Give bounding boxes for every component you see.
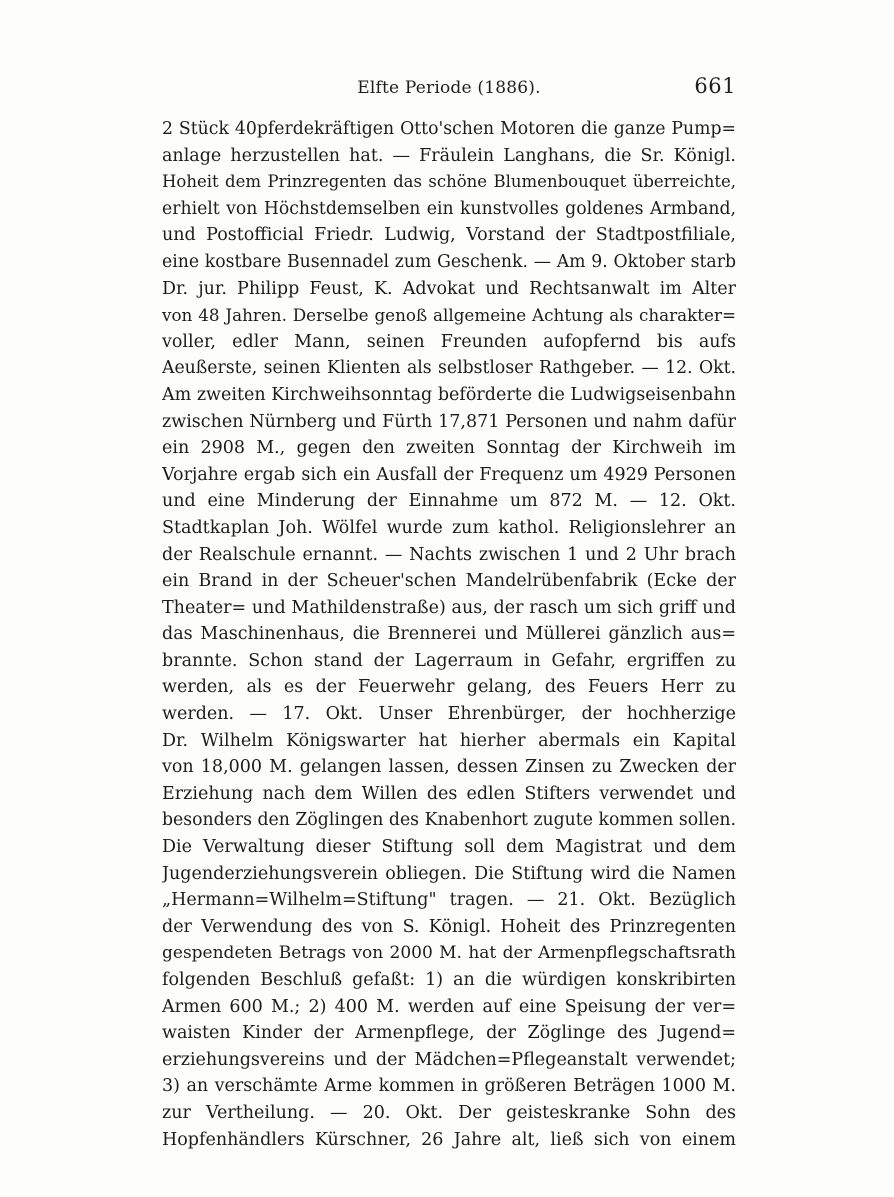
text-line: voller, edler Mann, seinen Freunden aufopfernd bis aufs	[162, 331, 736, 352]
text-line: Die Verwaltung dieser Stiftung soll dem Magistrat und dem	[162, 837, 736, 858]
text-line: eine kostbare Busennadel zum Geschenk. — Am 9. Oktober starb	[162, 251, 736, 272]
text-line: zur Vertheilung. — 20. Okt. Der geisteskranke Sohn des	[162, 1102, 736, 1123]
text-line: Am zweiten Kirchweihsonntag beförderte die Ludwigseisenbahn	[162, 384, 736, 405]
page-header	[162, 74, 736, 104]
text-line: Armen 600 M.; 2) 400 M. werden auf eine Speisung der ver=	[162, 996, 736, 1017]
text-line: besonders den Zöglingen des Knabenhort zugute kommen sollen.	[162, 810, 736, 831]
text-line: ein 2908 M., gegen den zweiten Sonntag der Kirchweih im	[162, 438, 736, 459]
text-line: von 48 Jahren. Derselbe genoß allgemeine Achtung als charakter=	[162, 305, 736, 326]
text-line: und Postofficial Friedr. Ludwig, Vorstand der Stadtpostfiliale,	[162, 225, 736, 246]
text-line: Theater= und Mathildenstraße) aus, der rasch um sich griff und	[162, 597, 736, 618]
text-line: werden. — 17. Okt. Unser Ehrenbürger, der hochherzige	[162, 704, 736, 725]
text-line: 3) an verschämte Arme kommen in größeren Beträgen 1000 M.	[162, 1076, 736, 1097]
text-line: Jugenderziehungsverein obliegen. Die Stiftung wird die Namen	[162, 863, 736, 884]
text-line: der Realschule ernannt. — Nachts zwischen 1 und 2 Uhr brach	[162, 544, 736, 565]
text-line: Stadtkaplan Joh. Wölfel wurde zum kathol. Religionslehrer an	[162, 517, 736, 538]
text-line: waisten Kinder der Armenpflege, der Zöglinge des Jugend=	[162, 1023, 736, 1044]
text-line: von 18,000 M. gelangen lassen, dessen Zinsen zu Zwecken der	[162, 757, 736, 778]
body-text	[162, 116, 736, 1153]
text-line: Hopfenhändlers Kürschner, 26 Jahre alt, ließ sich von einem	[162, 1129, 736, 1150]
text-line: gespendeten Betrags von 2000 M. hat der Armenpflegschaftsrath	[162, 943, 736, 964]
text-line: ein Brand in der Scheuer'schen Mandelrübenfabrik (Ecke der	[162, 571, 736, 592]
text-line: brannte. Schon stand der Lagerraum in Gefahr, ergriffen zu	[162, 650, 736, 671]
text-line: „Hermann=Wilhelm=Stiftung" tragen. — 21. Okt. Bezüglich	[162, 890, 736, 911]
text-line: Dr. Wilhelm Königswarter hat hierher abermals ein Kapital	[162, 730, 736, 751]
text-line: erziehungsvereins und der Mädchen=Pflegeanstalt verwendet;	[162, 1049, 736, 1070]
text-line: das Maschinenhaus, die Brennerei und Müllerei gänzlich aus=	[162, 624, 736, 645]
text-line: Hoheit dem Prinzregenten das schöne Blumenbouquet überreichte,	[162, 172, 736, 192]
text-line: 2 Stück 40pferdekräftigen Otto'schen Motoren die ganze Pump=	[162, 119, 736, 139]
text-line: der Verwendung des von S. Königl. Hoheit des Prinzregenten	[162, 916, 736, 937]
text-line: Erziehung nach dem Willen des edlen Stifters verwendet und	[162, 783, 736, 804]
running-head: Elfte Periode (1886).	[357, 78, 541, 98]
text-line: Aeußerste, seinen Klienten als selbstloser Rathgeber. — 12. Okt.	[162, 358, 736, 379]
text-line: und eine Minderung der Einnahme um 872 M. — 12. Okt.	[162, 491, 736, 512]
text-line: Vorjahre ergab sich ein Ausfall der Frequenz um 4929 Personen	[162, 464, 736, 485]
text-line: erhielt von Höchstdemselben ein kunstvolles goldenes Armband,	[162, 198, 736, 219]
text-line: folgenden Beschluß gefaßt: 1) an die würdigen konskribirten	[162, 970, 736, 990]
text-line: werden, als es der Feuerwehr gelang, des Feuers Herr zu	[162, 677, 736, 698]
page-number: 661	[694, 74, 736, 98]
text-line: anlage herzustellen hat. — Fräulein Langhans, die Sr. Königl.	[162, 145, 736, 166]
text-line: zwischen Nürnberg und Fürth 17,871 Personen und nahm dafür	[162, 411, 736, 432]
text-line: Dr. jur. Philipp Feust, K. Advokat und Rechtsanwalt im Alter	[162, 278, 736, 299]
